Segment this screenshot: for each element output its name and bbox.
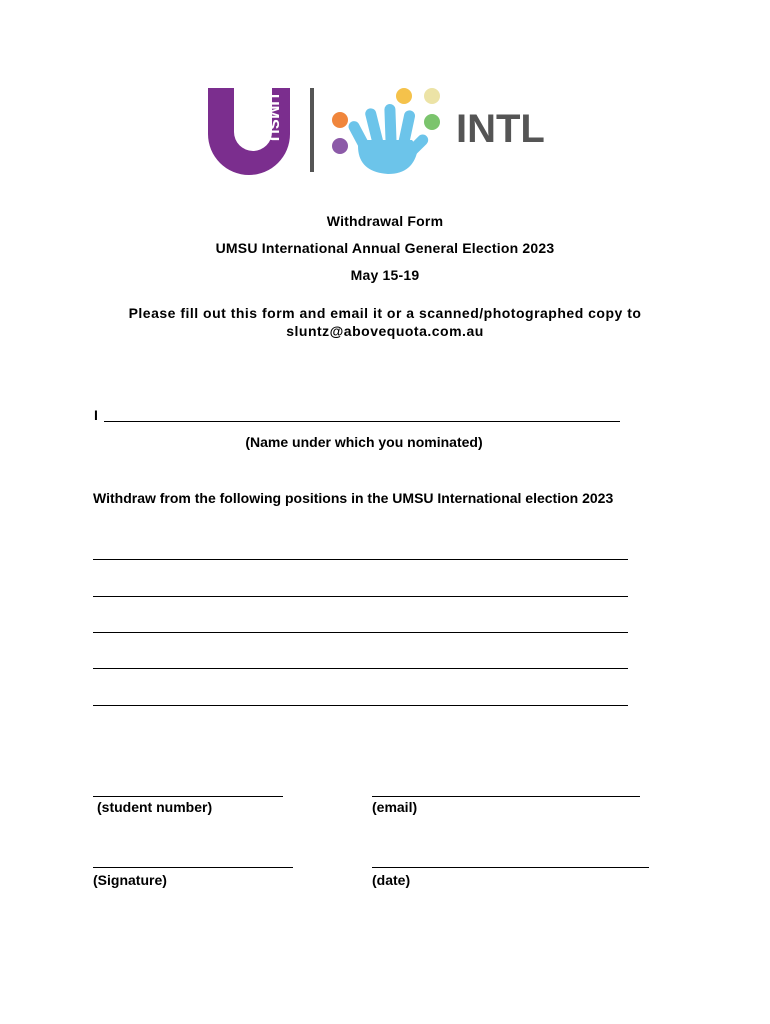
student-number-line[interactable] (93, 796, 283, 797)
instruction-email: sluntz@abovequota.com.au (286, 323, 484, 339)
dot-yellow (396, 88, 412, 104)
intl-wordmark: INTL (456, 107, 545, 151)
form-title: Withdrawal Form (326, 213, 444, 229)
dot-purple (332, 138, 348, 154)
date-line[interactable] (372, 867, 649, 868)
position-line-5[interactable] (93, 705, 628, 706)
instruction-line-1: Please fill out this form and email it or a scanned/photographed copy to (128, 305, 642, 321)
student-number-label: (student number) (97, 799, 213, 815)
dot-beige (424, 88, 440, 104)
positions-statement: Withdraw from the following positions in the UMSU International election 2023 (93, 490, 614, 506)
name-field-line[interactable] (104, 421, 620, 422)
position-line-3[interactable] (93, 632, 628, 633)
position-line-4[interactable] (93, 668, 628, 669)
election-dates: May 15-19 (350, 267, 420, 283)
name-prefix: I (94, 407, 98, 423)
email-line[interactable] (372, 796, 640, 797)
logo-divider (310, 88, 314, 172)
umsu-intl-logo (206, 82, 568, 178)
email-label: (email) (372, 799, 418, 815)
position-line-1[interactable] (93, 559, 628, 560)
date-label: (date) (372, 872, 411, 888)
signature-label: (Signature) (93, 872, 167, 888)
dot-green (424, 114, 440, 130)
election-subtitle: UMSU International Annual General Election 2023 (215, 240, 555, 256)
umsu-wordmark: UMSU (264, 94, 281, 142)
position-line-2[interactable] (93, 596, 628, 597)
dot-orange (332, 112, 348, 128)
signature-line[interactable] (93, 867, 293, 868)
hand-icon (347, 104, 431, 174)
name-caption: (Name under which you nominated) (245, 434, 483, 450)
